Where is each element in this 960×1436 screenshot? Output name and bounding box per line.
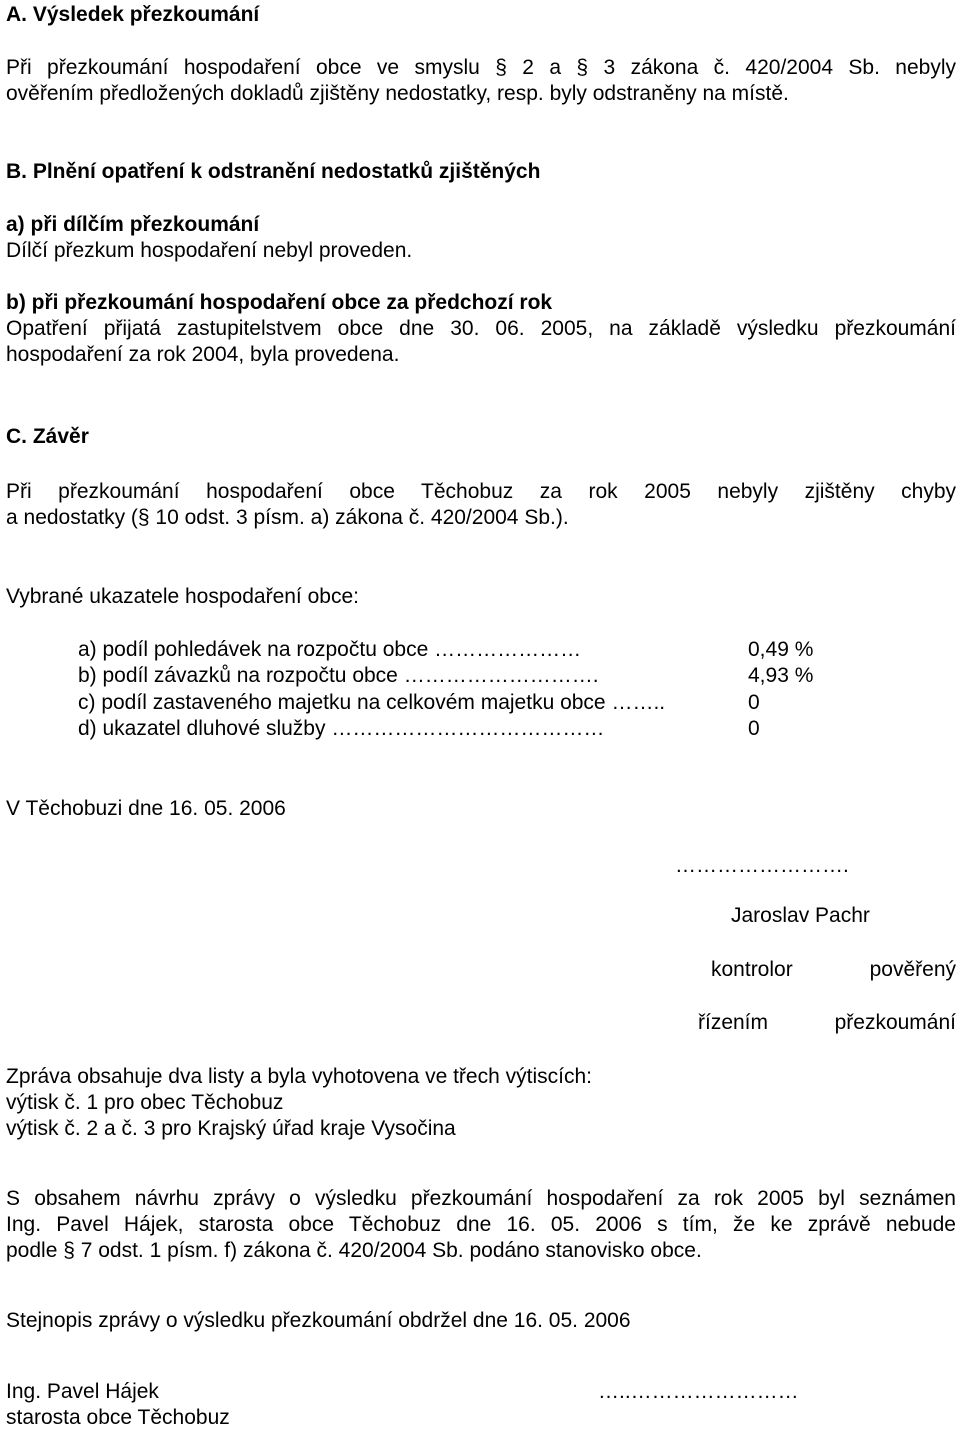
section-a-heading: A. Výsledek přezkoumání xyxy=(6,3,260,26)
section-b-sub-b-line-1: Opatření přijatá zastupitelstvem obce dne 30. 06. 2005, na základě výsledku přezkoumání xyxy=(6,317,956,340)
section-b-sub-b-heading: b) při přezkoumání hospodaření obce za předchozí rok xyxy=(6,291,553,314)
signatory-role-word: kontrolor xyxy=(711,958,793,981)
indicator-label: d) ukazatel dluhové služby ………………………………… xyxy=(78,717,605,740)
section-c-line-1: Při přezkoumání hospodaření obce Těchobuz za rok 2005 nebyly zjištěny chyby xyxy=(6,480,956,503)
indicator-value: 0 xyxy=(748,691,760,714)
place-date: V Těchobuzi dne 16. 05. 2006 xyxy=(6,797,286,820)
indicator-value: 0,49 % xyxy=(748,638,814,661)
section-b-sub-a-text: Dílčí přezkum hospodaření nebyl proveden. xyxy=(6,239,413,262)
indicator-value: 4,93 % xyxy=(748,664,814,687)
indicator-label: c) podíl zastaveného majetku na celkovém majetku obce …….. xyxy=(78,691,666,714)
copies-line-3: výtisk č. 2 a č. 3 pro Krajský úřad kraje Vysočina xyxy=(6,1117,456,1140)
copies-line-1: Zpráva obsahuje dva listy a byla vyhotovena ve třech výtiscích: xyxy=(6,1065,592,1088)
signature-dots: ……………………. xyxy=(675,854,849,877)
notice-line-3: podle § 7 odst. 1 písm. f) zákona č. 420/2004 Sb. podáno stanovisko obce. xyxy=(6,1239,702,1262)
signatory-role-word: pověřený xyxy=(869,958,956,981)
indicators-heading: Vybrané ukazatele hospodaření obce: xyxy=(6,585,359,608)
signatory-name: Jaroslav Pachr xyxy=(731,904,870,927)
section-a-line-2: ověřením předložených dokladů zjištěny nedostatky, resp. byly odstraněny na místě. xyxy=(6,82,789,105)
indicator-value: 0 xyxy=(748,717,760,740)
mayor-name: Ing. Pavel Hájek xyxy=(6,1380,159,1403)
signatory-role-word: přezkoumání xyxy=(834,1011,956,1034)
notice-line-2: Ing. Pavel Hájek, starosta obce Těchobuz dne 16. 05. 2006 s tím, že ke zprávě nebude xyxy=(6,1213,956,1236)
copies-line-2: výtisk č. 1 pro obec Těchobuz xyxy=(6,1091,284,1114)
section-a-line-1: Při přezkoumání hospodaření obce ve smyslu § 2 a § 3 zákona č. 420/2004 Sb. nebyly xyxy=(6,56,956,79)
receipt-line: Stejnopis zprávy o výsledku přezkoumání obdržel dne 16. 05. 2006 xyxy=(6,1309,631,1332)
section-b-sub-b-line-2: hospodaření za rok 2004, byla provedena. xyxy=(6,343,400,366)
signatory-role-word: řízením xyxy=(698,1011,769,1034)
notice-line-1: S obsahem návrhu zprávy o výsledku přezkoumání hospodaření za rok 2005 byl seznámen xyxy=(6,1187,956,1210)
section-b-heading: B. Plnění opatření k odstranění nedostatků zjištěných xyxy=(6,160,541,183)
section-c-heading: C. Závěr xyxy=(6,425,89,448)
mayor-signature-dots: …..…………………… xyxy=(598,1380,799,1403)
section-b-sub-a-heading: a) při dílčím přezkoumání xyxy=(6,213,260,236)
indicator-label: b) podíl závazků na rozpočtu obce ………………………. xyxy=(78,664,599,687)
section-c-line-2: a nedostatky (§ 10 odst. 3 písm. a) zákona č. 420/2004 Sb.). xyxy=(6,506,569,529)
mayor-title: starosta obce Těchobuz xyxy=(6,1406,230,1429)
indicator-label: a) podíl pohledávek na rozpočtu obce ………………… xyxy=(78,638,582,661)
